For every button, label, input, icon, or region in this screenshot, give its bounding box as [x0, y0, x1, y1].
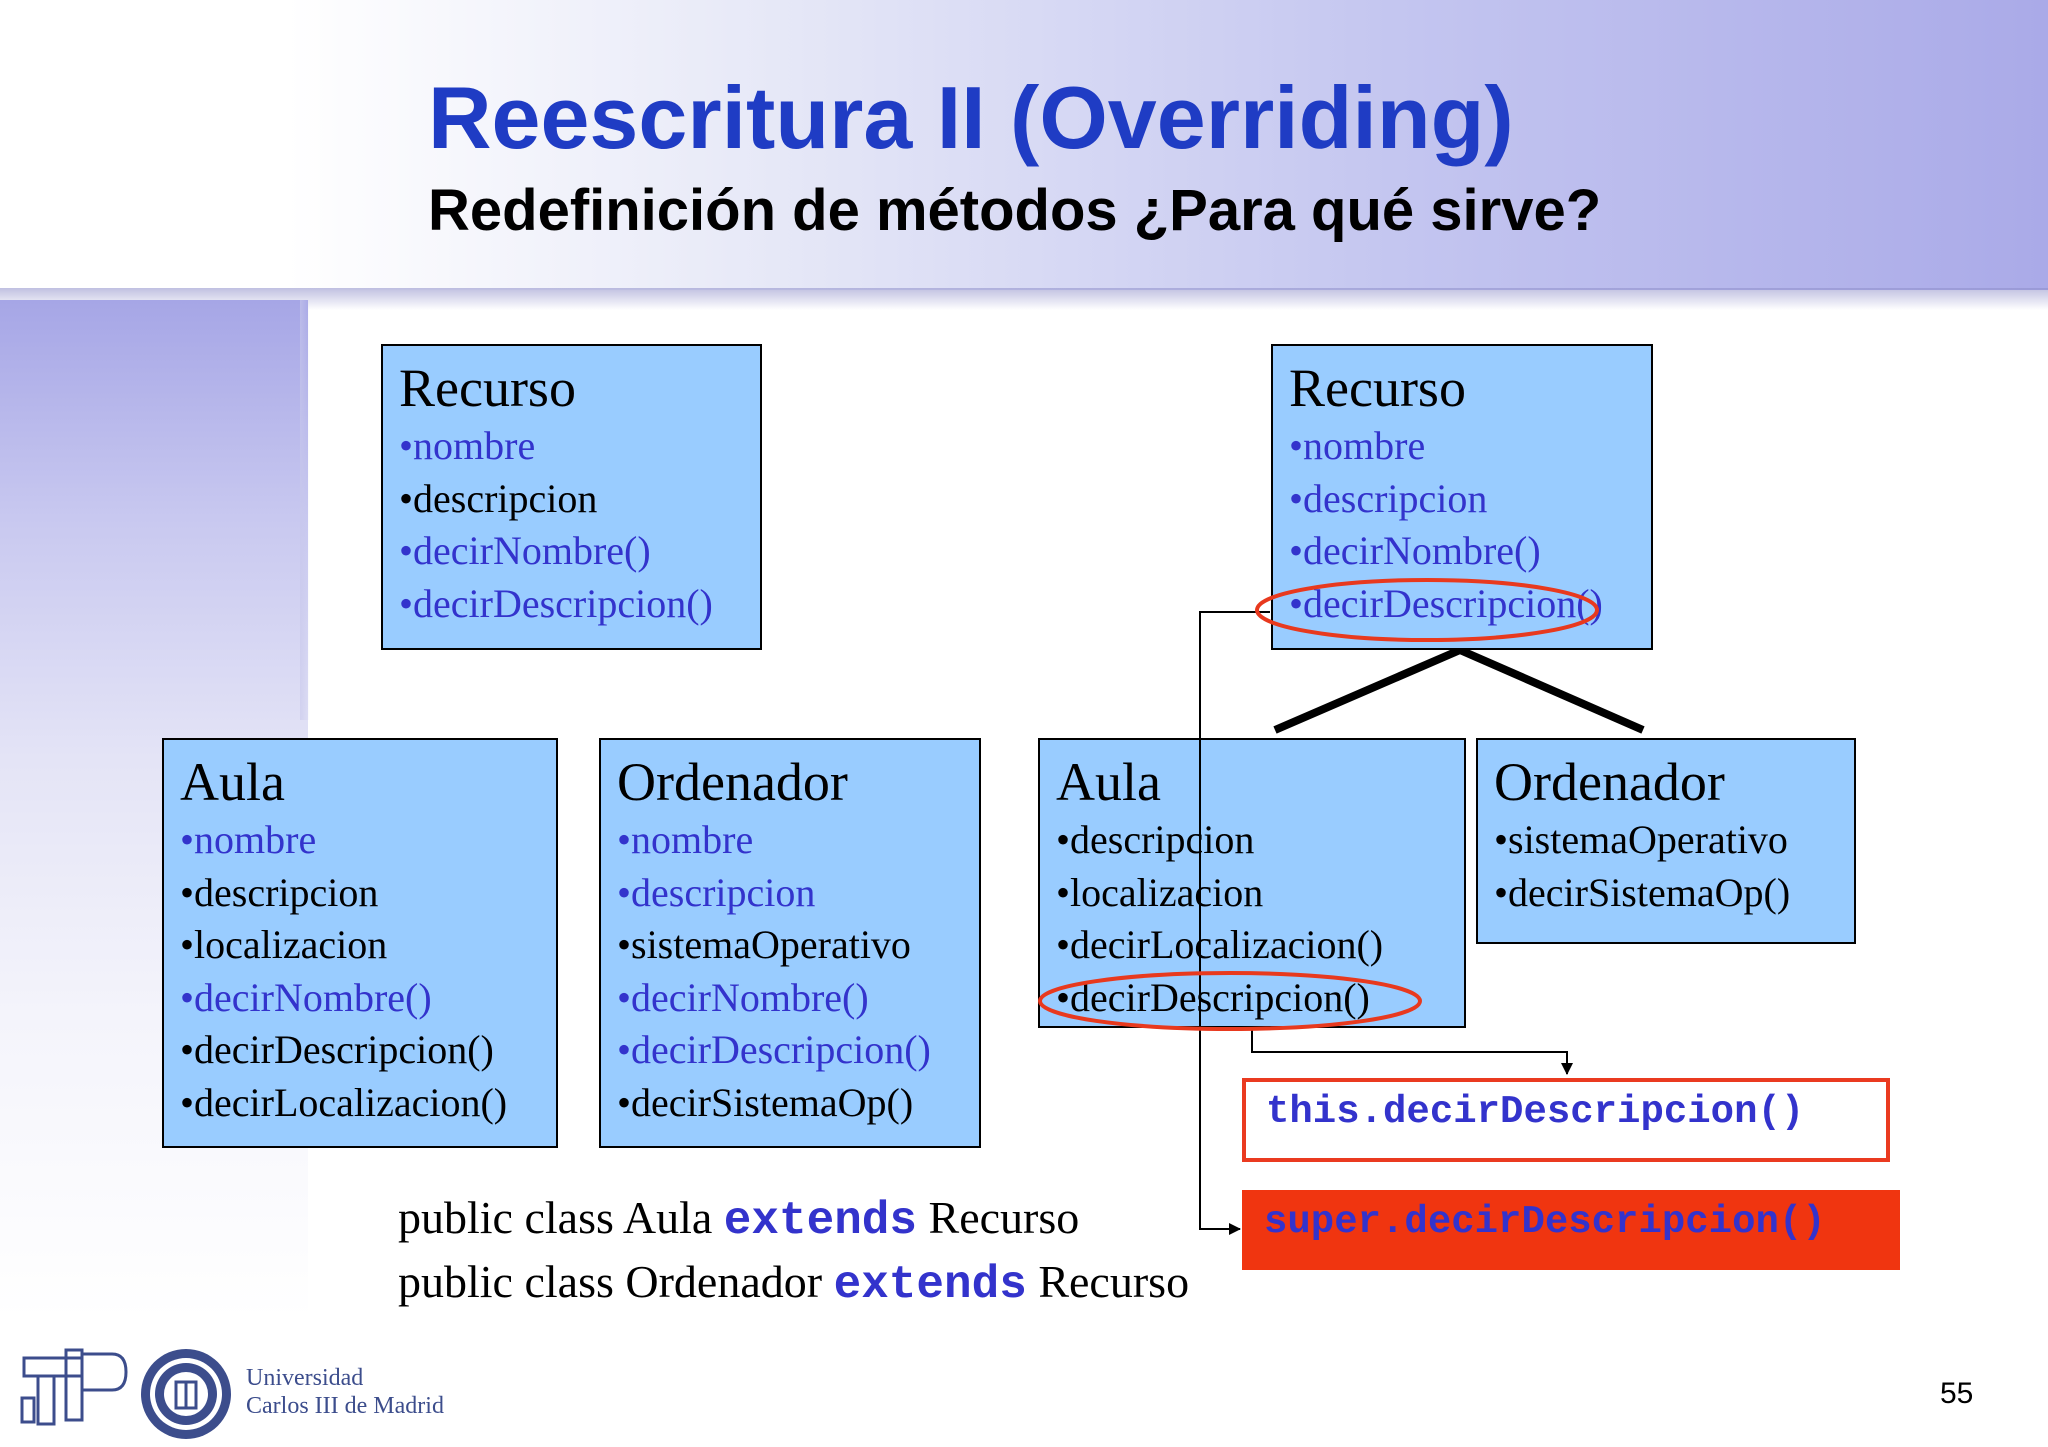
university-seal — [138, 1346, 234, 1442]
university-line-1: Universidad — [246, 1365, 364, 1391]
member-nombre: •nombre — [617, 817, 754, 862]
class-name: Aula — [180, 752, 285, 812]
page-number: 55 — [1940, 1377, 1974, 1410]
member-sistema-operativo: •sistemaOperativo — [617, 922, 911, 967]
slide-title: Reescritura II (Overriding) — [428, 68, 1514, 167]
itp-logo — [20, 1340, 130, 1430]
member-decir-localizacion: •decirLocalizacion() — [1056, 922, 1384, 967]
super-call-box: super.decirDescripcion() — [1242, 1190, 1900, 1270]
member-decir-localizacion: •decirLocalizacion() — [180, 1079, 508, 1125]
member-nombre: •nombre — [180, 817, 317, 862]
this-call-arrow — [1252, 1026, 1567, 1074]
highlight-ellipse-recurso — [1257, 580, 1597, 640]
declaration-ordenador — [398, 1254, 1189, 1313]
highlight-ellipse-aula — [1040, 973, 1420, 1029]
slide-subtitle: Redefinición de métodos ¿Para qué sirve? — [428, 178, 1602, 243]
member-decir-sistema-op: •decirSistemaOp() — [1494, 869, 1791, 915]
class-name: Recurso — [1289, 358, 1466, 418]
class-name: Ordenador — [617, 752, 848, 812]
declaration-suffix: Recurso — [1026, 1256, 1190, 1307]
member-descripcion: •descripcion — [1056, 817, 1255, 862]
member-nombre: •nombre — [399, 423, 536, 468]
member-sistema-operativo: •sistemaOperativo — [1494, 817, 1788, 862]
this-call-box: this.decirDescripcion() — [1242, 1078, 1890, 1162]
member-decir-nombre: •decirNombre() — [180, 974, 432, 1020]
member-decir-descripcion: •decirDescripcion() — [617, 1027, 931, 1072]
member-descripcion: •descripcion — [617, 869, 816, 915]
university-name — [246, 1364, 444, 1420]
member-descripcion: •descripcion — [1289, 475, 1488, 521]
class-name: Ordenador — [1494, 752, 1725, 812]
member-decir-nombre: •decirNombre() — [399, 528, 651, 573]
extends-keyword: extends — [833, 1259, 1027, 1311]
member-nombre: •nombre — [1289, 423, 1426, 468]
university-line-2: Carlos III de Madrid — [246, 1393, 444, 1419]
member-decir-nombre: •decirNombre() — [617, 974, 869, 1020]
member-localizacion: •localizacion — [1056, 869, 1264, 915]
declaration-suffix: Recurso — [917, 1192, 1080, 1243]
member-decir-descripcion: •decirDescripcion() — [1289, 580, 1603, 626]
declaration-aula — [398, 1190, 1079, 1249]
extends-keyword: extends — [723, 1195, 918, 1247]
member-decir-descripcion: •decirDescripcion() — [1056, 974, 1370, 1020]
member-descripcion: •descripcion — [399, 475, 598, 521]
member-descripcion: •descripcion — [180, 869, 379, 915]
class-name: Recurso — [399, 358, 576, 418]
member-decir-nombre: •decirNombre() — [1289, 528, 1541, 573]
member-localizacion: •localizacion — [180, 922, 388, 967]
member-decir-descripcion: •decirDescripcion() — [399, 580, 713, 626]
declaration-prefix: public class Aula — [398, 1192, 724, 1243]
member-decir-sistema-op: •decirSistemaOp() — [617, 1079, 914, 1125]
declaration-prefix: public class Ordenador — [398, 1256, 834, 1307]
member-decir-descripcion: •decirDescripcion() — [180, 1027, 494, 1072]
class-name: Aula — [1056, 752, 1161, 812]
